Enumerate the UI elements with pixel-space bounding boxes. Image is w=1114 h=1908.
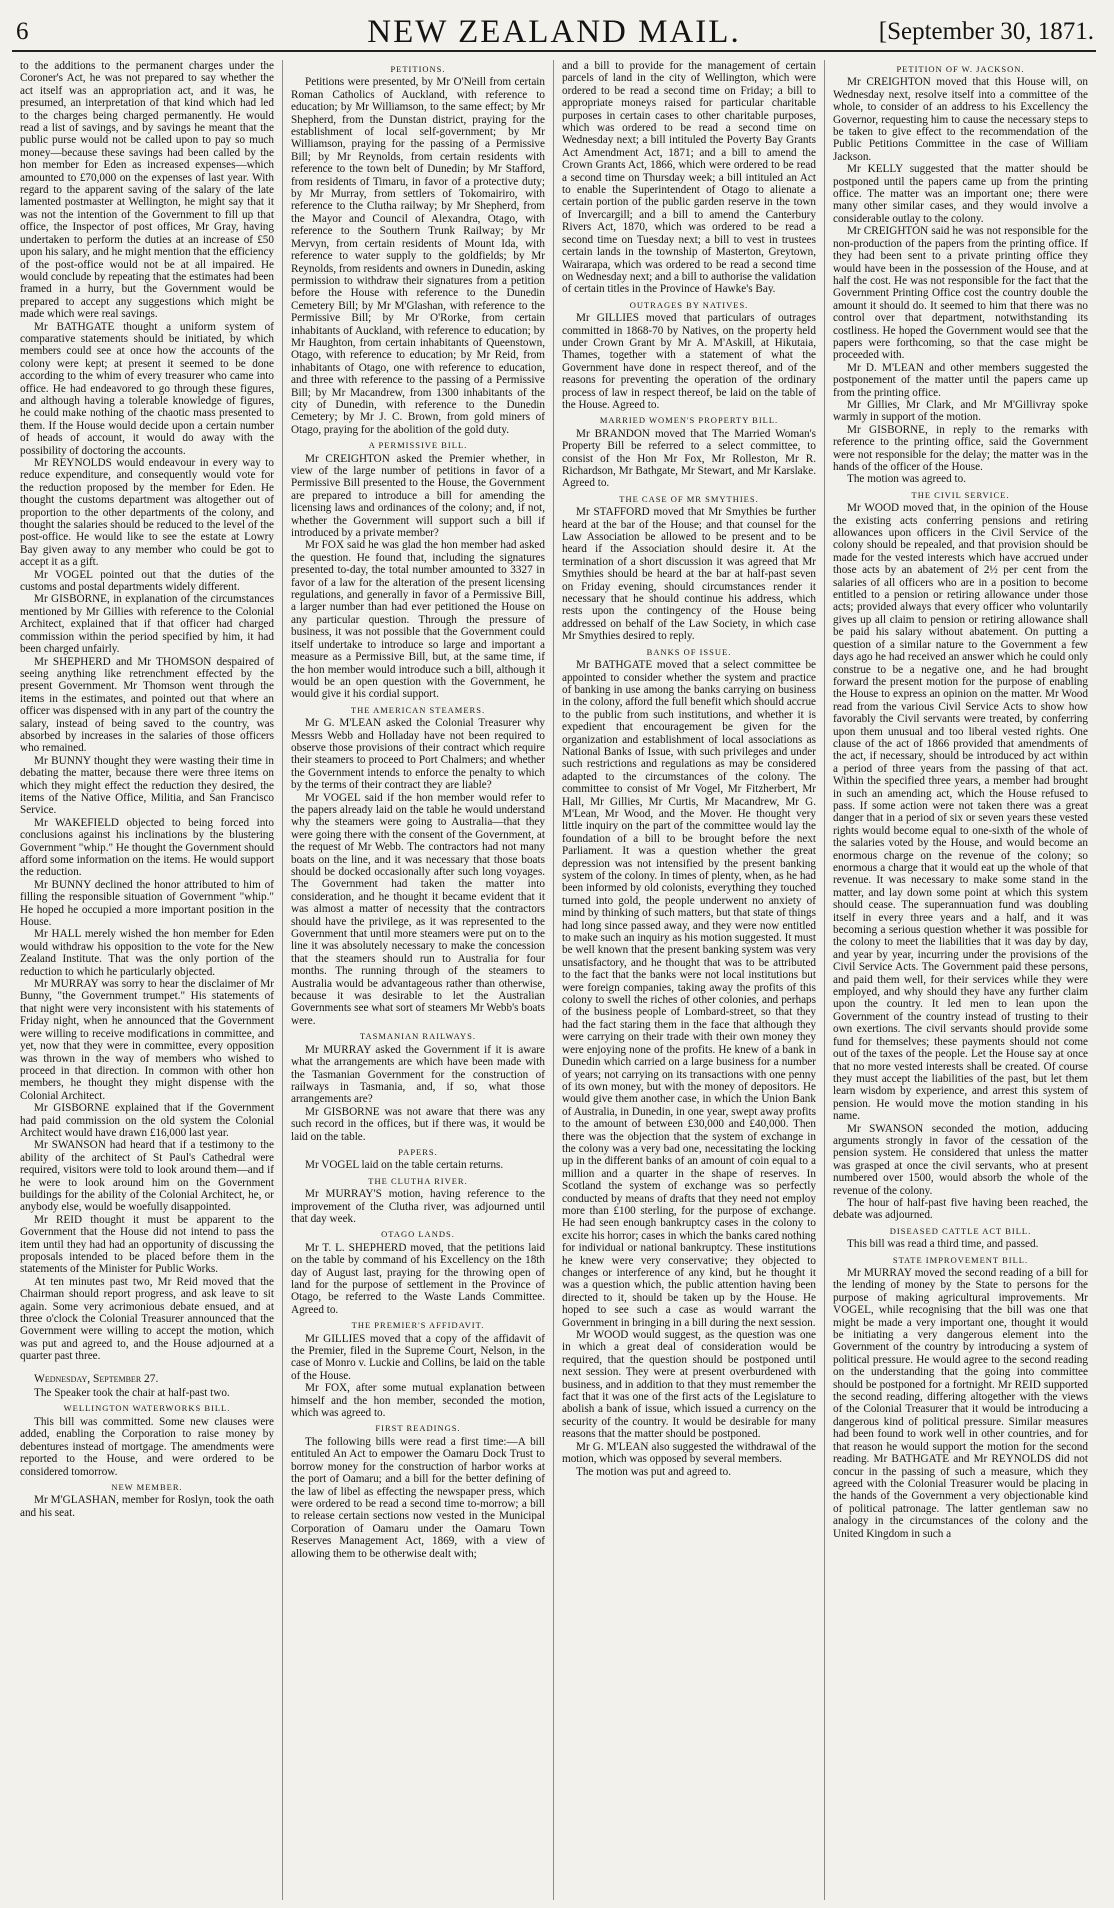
newspaper-title: NEW ZEALAND MAIL.: [367, 14, 741, 50]
article-columns: [12, 60, 1096, 1900]
section-heading: A PERMISSIVE BILL.: [368, 440, 468, 451]
paragraph: Mr SWANSON seconded the motion, adducing arguments strongly in favor of the cessation of the pension system. He considered that unless the matter was grasped at once the civil servants, who at present numbered over 1500, would absorb the whole of the revenue of the colony.: [833, 1122, 1088, 1197]
paragraph: The hour of half-past five having been reached, the debate was adjourned.: [833, 1196, 1088, 1222]
paragraph: Mr VOGEL said if the hon member would refer to the papers already laid on the table he would understand why the steamers were going to Australia—that they were going there with the consent of the Government, at the request of Mr Webb. The contractors had not many boats on the line, and it was necessary that those boats should be docked occasionally after such long voyages. The Government had taken the matter into consideration, and he thought it became evident that it was almost a matter of necessity that the contractors should have the privilege, as it was represented to the Government that until more steamers were put on to the line it was absolutely necessary to make the concession that the steamers should run to Australia for four months. The running through of the steamers to Australia would be advantageous rather than otherwise, because it was desirable to let the Australian Governments see what sort of steamers Mr Webb's boats were.: [291, 791, 545, 1027]
paragraph: Mr M'GLASHAN, member for Roslyn, took the oath and his seat.: [20, 1494, 274, 1519]
paragraph: Mr BATHGATE moved that a select committee be appointed to consider whether the system and practice of banking in use among the banks carrying on business in the colony, afford the full benefit which should accrue to the public from such institutions, and whether it is expedient that encouragement be given for the organization and establishment of local associations as National Banks of Issue, with such privileges and under such restrictions and regulations as may be considered adapted to the circumstances of the colony. The committee to consist of Mr Vogel, Mr Fitzherbert, Mr Hall, Mr Gillies, Mr Curtis, Mr Macandrew, Mr G. M'Lean, Mr Wood, and the Mover. He thought very little inquiry on the part of the committee would lay the foundation of a bill to be brought before the next Parliament. It was a question whether the great depression was not intensified by the present banking system of the colony. In times of plenty, when, as he had been informed by old colonists, everything they touched turned into gold, the people underwent no anxiety of mind by thinking of such matters, but that state of things had long since passed away, and they were now entitled to make such an inquiry as his motion suggested. It must be well known that the present banking system was very unsatisfactory, and he thought that was to be attributed to the fact that the banks were not local institutions but were foreign companies, taking away the profits of this colony to swell the riches of other colonies, and perhaps of the business people of Lombard-street, so that they had the fact staring them in the face that although they were carrying on their trade with their own money they were enjoying none of the profits. He knew of a bank in Dunedin which carried on a large business for a number of years; not carrying on its transactions with one penny of its own money, but with the money of depositors. He would give them another case, in which the Union Bank of Australia, in Dunedin, in one year, swept away profits to the amount of between £30,000 and £40,000. Then there was the objection that the system of exchange in the colony was a very bad one, necessitating the locking up in the different banks of an amount of coin equal to a million and a quarter in the shape of reserves. In Scotland the system of exchange was so perfectly conducted by means of drafts that they need not employ more than £100 sterling, for the purpose of exchange. He had seen enough bankruptcy cases in the colony to excite his horror; cases in which the banks cared nothing for individual or national bankruptcy. These institutions he knew were very conservative; they objected to changes or interference of any kind, but he thought it was a question which, the public attention having been directed to it, should be taken up by the House. He hoped to see such a case as would warrant the Government in bringing in a bill during the next session.: [562, 659, 816, 1329]
paragraph: Mr GISBORNE, in explanation of the circumstances mentioned by Mr Gillies with reference to the Colonial Architect, explained that if that officer had charged commission within the period specified by him, it had been charged unfairly.: [20, 593, 274, 656]
paragraph: At ten minutes past two, Mr Reid moved that the Chairman should report progress, and ask leave to sit again. Some very acrimonious debate ensued, and at three o'clock the Colonial Treasurer announced that the Government were willing to accept the motion, which was put and agreed to, and the House adjourned at a quarter past three.: [20, 1275, 274, 1363]
paragraph: Mr T. L. SHEPHERD moved, that the petitions laid on the table by command of his Excellency on the 18th day of August last, praying for the throwing open of land for the purpose of settlement in the Province of Otago, be referred to the Waste Lands Committee. Agreed to.: [291, 1241, 545, 1316]
paragraph: Mr WOOD would suggest, as the question was one in which a great deal of consideration would be required, that the question should be postponed until next session. They were at present overburdened with business, and in addition to that they must remember the fact that it was one of the first acts of the Legislature to abolish a bank of issue, which issued a currency on the security of the country. It would be desirable for many reasons that the matter should be postponed.: [562, 1329, 816, 1441]
paragraph: Mr GISBORNE explained that if the Government had paid commission on the old system the Colonial Architect would have drawn £16,000 last year.: [20, 1102, 274, 1139]
column-4: [825, 60, 1096, 1900]
paragraph: The Speaker took the chair at half-past two.: [34, 1387, 230, 1400]
paragraph: and a bill to provide for the management of certain parcels of land in the city of Wellington, which were ordered to be read a second time on Friday; a bill to appropriate moneys raised for particular charitable purposes in certain cases to other charitable purposes, which was ordered to be read a second time on Wednesday next; a bill intituled the Poverty Bay Grants Act Amendment Act, 1871; and a bill to amend the Crown Grants Act, 1866, which were ordered to be read a second time on Thursday week; a bill intituled an Act to enable the Superintendent of Otago to alienate a certain portion of the public garden reserve in the town of Invercargill; and a bill to amend the Canterbury Rivers Act, 1870, which was ordered to be read a second time on Tuesday next; a bill to vest in trustees certain lands in the township of Masterton, Greytown, Wairarapa, which was ordered to be read a second time on Wednesday next; and a bill to authorise the validation of certain titles in the Province of Hawke's Bay.: [562, 60, 816, 296]
paragraph: Mr D. M'LEAN and other members suggested the postponement of the matter until the papers came up from the printing office.: [833, 361, 1088, 399]
section-heading: STATE IMPROVEMENT BILL.: [892, 1254, 1029, 1265]
paragraph: The motion was agreed to.: [847, 473, 966, 486]
section-heading: THE CASE OF MR SMYTHIES.: [619, 493, 759, 504]
paragraph: Mr VOGEL laid on the table certain returns.: [305, 1159, 504, 1172]
paragraph: Mr REYNOLDS would endeavour in every way to reduce expenditure, and consequently would vote for the reduction proposed by the member for Eden. He thought the customs department was altogether out of proportion to the other departments of the colony, and thought the salaries should be reduced to the level of the post-office. He would like to see the estate at Lowry Bay given away to any member who could be got to accept it as a gift.: [20, 457, 274, 569]
paragraph: Mr KELLY suggested that the matter should be postponed until the papers came up from the printing office. The matter was an important one; there were many other similar cases, and they would involve a considerable outlay to the colony.: [833, 163, 1088, 225]
paragraph: Mr BRANDON moved that The Married Woman's Property Bill be referred to a select committee, to consist of the Hon Mr Fox, Mr Rolleston, Mr R. Richardson, Mr Bathgate, Mr Stewart, and Mr Karslake. Agreed to.: [562, 427, 816, 490]
paragraph: Mr SHEPHERD and Mr THOMSON despaired of seeing anything like retrenchment effected by the present Government. Mr Thomson went through the items in the estimates, and pointed out that where an officer was dispensed with in any part of the country the salary, instead of being saved to the country, was absorbed by increases in the salaries of those officers who remained.: [20, 655, 274, 755]
paragraph: Mr WOOD moved that, in the opinion of the House the existing acts conferring pensions and retiring allowances upon officers in the Civil Service of the colony should be repealed, and that provision should be made for the vested interests which have accrued under those acts by an abatement of 2½ per cent from the salaries of all officers who are in a position to become entitled to a pension or retiring allowance under those acts; provided always that every officer who voluntarily gives up all claim to pension or retiring allowance shall be paid his salary without abatement. On putting a question of a similar nature to the Government a few days ago he had received an answer which he could only construe to be a negative one, and he had brought forward the present motion for the purpose of enabling the House to express an opinion on the matter. Mr Wood read from the various Civil Service Acts to show how favorably the Civil servants were treated, by conferring upon them unusual and too liberal vested rights. One clause of the act of 1866 provided that amendments of the act, if necessary, should be introduced by act within a period of three years from the passing of that act. Within the specified three years, a member had brought in such an amending act, which the House refused to pass. If some action were not taken there was a great danger that in a period of six or seven years these vested rights would become equal to one-sixth of the whole of the salaries voted by the House, and would become an enormous charge on the revenue of the colony; so enormous a charge that it would eat up the whole of that revenue. It was necessary to make some stand in the matter, and lay down some point at which this system should cease. The superannuation fund was doubling itself in every three years and a half, and it was becoming a serious question whether it was possible for the colony to meet the liabilities that it was day by day, and year by year, incurring under the provisions of the Civil Service Acts. The Government paid these persons, and paid them well, for their services while they were employed, and why should they have any further claim upon the country. It led men to lean upon the Government of the country instead of trusting to their own exertions. The civil servants should provide some fund for themselves; these payments should not come out of the taxes of the people. Let the House say at once that no more vested interests shall be created. Of course they must accept the liabilities of the past, but let them learn wisdom by experience, and arrest this system of pension. He would move the motion standing in his name.: [833, 502, 1088, 1123]
paragraph: The following bills were read a first time:—A bill entituled An Act to empower the Oamaru Dock Trust to borrow money for the construction of harbor works at the port of Oamaru; and a bill for the better defining of the law of libel as effecting the newspaper press, which were ordered to be read a second time to-morrow; a bill to release certain sections now vested in the Municipal Corporation of Oamaru under the Oamaru Town Reserves Management Act, 1869, with a view of allowing them to be otherwise dealt with;: [291, 1435, 545, 1560]
paragraph: Mr HALL merely wished the hon member for Eden would withdraw his opposition to the vote for the New Zealand Institute. That was the only portion of the reduction to which he particularly objected.: [20, 928, 274, 978]
paragraph: Petitions were presented, by Mr O'Neill from certain Roman Catholics of Auckland, with reference to education; by Mr Williamson, to the same effect; by Mr Shepherd, from the Dunstan district, praying for the establishment of local self-government; by Mr Williamson, praying for the passing of a Permissive Bill; by Mr Reynolds, from certain residents with reference to the town belt of Dunedin; by Mr Stafford, from residents of Timaru, in favor of a protective duty; by Mr Murray, from settlers of Tokomairiro, with reference to the Clutha railway; by Mr Shepherd, from the Mayor and Council of Alexandra, Otago, with reference to the Southern Trunk Railway; by Mr Mervyn, from certain residents of Mount Ida, with reference to water supply to the goldfields; by Mr Reynolds, from residents and owners in Dunedin, asking permission to withdraw their signatures from a petition before the House with reference to the Dunedin Cemetery Bill; by Mr M'Glashan, with reference to the Permissive Bill; by Mr O'Rorke, from certain inhabitants of Auckland, with reference to education; by Mr Haughton, from certain inhabitants of Queenstown, Otago, with reference to education; by Mr Reid, from inhabitants of Otago, one with reference to education, and three with reference to the passing of a Permissive Bill; by Mr Macandrew, from 1300 inhabitants of the city of Dunedin, with reference to the Dunedin Cemetery; by Mr J. C. Brown, from gold miners of Otago, praying for the abolition of the gold duty.: [291, 76, 545, 436]
paragraph: Mr MURRAY asked the Government if it is aware what the arrangements are which have been made with the Tasmanian Government for the construction of railways in Tasmania, and, if so, what those arrangements are?: [291, 1043, 545, 1106]
section-heading: OUTRAGES BY NATIVES.: [629, 299, 749, 310]
paragraph: Mr CREIGHTON said he was not responsible for the non-production of the papers from the printing office. If they had been sent to a private printing office they would have been in the possession of the House, and at half the cost. He was not responsible for the fact that the Government Printing Office cost the country double the amount it should do. It seemed to him that there was no control over that department, notwithstanding its costliness. He hoped the Government would see that the papers were forthcoming, so that the case might be proceeded with.: [833, 225, 1088, 362]
paragraph: This bill was read a third time, and passed.: [847, 1238, 1039, 1251]
column-1: [12, 60, 283, 1900]
paragraph: Mr STAFFORD moved that Mr Smythies be further heard at the bar of the House; and that counsel for the Law Association be allowed to be present and to be heard if the Association should desire it. At the termination of a short discussion it was agreed that Mr Smythies should be heard at the bar at half-past seven on Friday evening, should circumstances render it necessary that he should continue his address, which rests upon the contingency of the House being addressed on behalf of the Law Society, in which case Mr Smythies desired to reply.: [562, 506, 816, 643]
paragraph: Mr GILLIES moved that particulars of outrages committed in 1868-70 by Natives, on the property held under Crown Grant by Mr A. M'Askill, at Hikutaia, Thames, together with a statement of what the Government have done in respect thereof, and of the reasons for preventing the operation of the ordinary process of law in respect thereof, be laid on the table of the House. Agreed to.: [562, 312, 816, 411]
issue-date: [September 30, 1871.: [878, 18, 1094, 45]
section-heading: PETITIONS.: [390, 64, 446, 74]
paragraph: Mr Gillies, Mr Clark, and Mr M'Gillivray spoke warmly in support of the motion.: [833, 398, 1088, 424]
paragraph: to the additions to the permanent charges under the Coroner's Act, he was not prepared to say whether the act itself was an appropriation act, and it was, he presumed, an interpretation of that kind which had led to the charges being charged permanently. He would read a list of savings, and by savings he meant that the public purse would not be called upon to pay so much money—because these savings had been called by the hon member for Eden as increased expenses—which amounted to £70,000 on the expenses of last year. With regard to the apparent saving of the salary of the late lamented postmaster at Wellington, he might say that it was not the intention of the Government to fill up that office, the Inspector of post offices, Mr Gray, having undertaken to perform the duties at an increase of £50 upon his salary, and he might mention that the efficiency of the post-office would not be at all impaired. He would conclude by repeating that the estimates had been framed in a hurry, but the Government would be prepared to accept any suggestions which might be made which were real savings.: [20, 60, 274, 321]
paragraph: Mr CREIGHTON asked the Premier whether, in view of the large number of petitions in favor of a Permissive Bill presented to the House, the Government are prepared to introduce a bill for amending the licensing laws and ordinances of the colony; and, if not, whether the Government will support such a bill if introduced by a private member?: [291, 452, 545, 540]
section-heading: WELLINGTON WATERWORKS BILL.: [63, 1403, 231, 1414]
section-heading: THE AMERICAN STEAMERS.: [350, 704, 486, 715]
paragraph: Mr MURRAY'S motion, having reference to the improvement of the Clutha river, was adjourned until that day week.: [291, 1188, 545, 1225]
section-heading: TASMANIAN RAILWAYS.: [359, 1031, 477, 1042]
section-heading: DISEASED CATTLE ACT BILL.: [889, 1225, 1032, 1236]
paragraph: Mr SWANSON had heard that if a testimony to the ability of the architect of St Paul's Cathedral were required, visitors were told to look around them—and if he were to look around him on the Government buildings for the ability of the Colonial Architect, he, or anybody else, would be woefully disappointed.: [20, 1139, 274, 1214]
paragraph: The motion was put and agreed to.: [576, 1465, 732, 1478]
section-heading: THE PREMIER'S AFFIDAVIT.: [351, 1320, 485, 1331]
paragraph: Mr CREIGHTON moved that this House will, on Wednesday next, resolve itself into a committee of the whole, to consider of an address to his Excellency the Governor, requesting him to cause the necessary steps to be taken to give effect to the recommendation of the Public Petitions Committee in the case of William Jackson.: [833, 76, 1088, 163]
paragraph: Mr GISBORNE, in reply to the remarks with reference to the printing office, said the Government were not responsible for the delay; the matter was in the hands of the officer of the House.: [833, 423, 1088, 473]
paragraph: Mr GILLIES moved that a copy of the affidavit of the Premier, filed in the Supreme Court, Nelson, in the case of Monro v. Luckie and Collins, be laid on the table of the House.: [291, 1332, 545, 1382]
column-3: [554, 60, 825, 1900]
paragraph: Mr BUNNY declined the honor attributed to him of filling the responsible situation of Government "whip." He hoped he occupied a more important position in the House.: [20, 878, 274, 929]
session-date-heading: Wednesday, September 27.: [34, 1372, 159, 1385]
paragraph: Mr G. M'LEAN asked the Colonial Treasurer why Messrs Webb and Holladay have not been required to observe those provisions of their contract which require their steamers to proceed to Port Chalmers; and whether the Government intends to enforce the penalty to which by the terms of their contract they are liable?: [291, 717, 545, 792]
paragraph: Mr BATHGATE thought a uniform system of comparative statements should be initiated, by which members could see at once how the accounts of the colony were kept; at present it seemed to be done according to the whim of every treasurer who came into office. He had endeavored to go through these figures, and although having a tolerable knowledge of figures, he could make nothing of the chaotic mass presented to them. If the House would decide upon a certain number of heads of account, it would do away with the possibility of doctoring the accounts.: [20, 320, 274, 457]
section-heading: THE CIVIL SERVICE.: [911, 489, 1010, 500]
paragraph: Mr BUNNY thought they were wasting their time in debating the matter, because there were three items on which they might effect the reduction they desired, the items of the Native Office, Militia, and San Francisco Service.: [20, 754, 274, 817]
paragraph: Mr FOX, after some mutual explanation between himself and the hon member, seconded the motion, which was agreed to.: [291, 1382, 545, 1420]
section-heading: PAPERS.: [398, 1146, 438, 1157]
column-2: [283, 60, 554, 1900]
paragraph: This bill was committed. Some new clauses were added, enabling the Corporation to raise money by debentures instead of mortgage. The amendments were reported to the House, and were ordered to be considered tomorrow.: [20, 1415, 274, 1478]
page-number: 6: [16, 18, 29, 45]
section-heading: PETITION OF W. JACKSON.: [896, 64, 1025, 74]
masthead: [12, 14, 1096, 52]
section-heading: FIRST READINGS.: [375, 1423, 461, 1434]
section-heading: NEW MEMBER.: [111, 1481, 183, 1492]
section-heading: OTAGO LANDS.: [381, 1229, 455, 1240]
paragraph: Mr G. M'LEAN also suggested the withdrawal of the motion, which was opposed by several members.: [562, 1440, 816, 1466]
paragraph: Mr MURRAY moved the second reading of a bill for the lending of money by the State to persons for the purpose of making agricultural improvements. Mr VOGEL, while recognising that the bill was one that might be made a very important one, thought it would be initiating a very dangerous element into the Government of the country by introducing a system of political pressure. He would agree to the second reading on the understanding that the going into committee should be postponed for a fortnight. Mr REID supported the second reading, differing altogether with the views of the Colonial Treasurer that it would be introducing a dangerous kind of political pressure. Similar measures had been found to work well in other countries, and for that reason he would support the motion for the second reading. Mr BATHGATE and Mr REYNOLDS did not concur in the passing of such a measure, which they agreed with the Colonial Treasurer would be placing in the hands of the Government a very objectionable kind of political patronage. The latter gentleman saw no analogy in the circumstances of the colony and the United Kingdom in such a: [833, 1267, 1088, 1540]
section-heading: BANKS OF ISSUE.: [646, 646, 732, 657]
paragraph: Mr REID thought it must be apparent to the Government that the House did not intend to pass the item until they had had an opportunity of discussing the proposals intended to be placed before them in the statements of the Minister for Public Works.: [20, 1213, 274, 1276]
paragraph: Mr WAKEFIELD objected to being forced into conclusions against his inclinations by the blustering Government "whip." He thought the Government should afford some information on the items. He would support the reduction.: [20, 816, 274, 879]
paragraph: Mr FOX said he was glad the hon member had asked the question. He found that, including the signatures presented to-day, the total number amounted to 3327 in favor of a law for the alteration of the present licensing regulations, and generally in favor of a Permissive Bill, a larger number than had ever petitioned the House on any particular question. Through the pressure of business, it was not possible that the Government could itself undertake to introduce so large and important a measure as a Permissive Bill, but, at the same time, if the hon member would introduce such a bill, although it would be an open question with the Government, he would give it his cordial support.: [291, 539, 545, 701]
section-heading: MARRIED WOMEN'S PROPERTY BILL.: [599, 415, 779, 426]
paragraph: Mr MURRAY was sorry to hear the disclaimer of Mr Bunny, "the Government trumpet." His statements of that night were very inconsistent with his statements of Friday night, when he announced that the Government were willing to receive modifications in committee, and yet, now that they were in committee, every opposition was thrown in the way of members who wished to proceed in that direction. In common with other hon members, he thought they might dispense with the Colonial Architect.: [20, 978, 274, 1102]
paragraph: Mr GISBORNE was not aware that there was any such record in the offices, but if there was, it would be laid on the table.: [291, 1105, 545, 1143]
section-heading: THE CLUTHA RIVER.: [368, 1175, 468, 1186]
paragraph: Mr VOGEL pointed out that the duties of the customs and postal departments widely different.: [20, 568, 274, 594]
